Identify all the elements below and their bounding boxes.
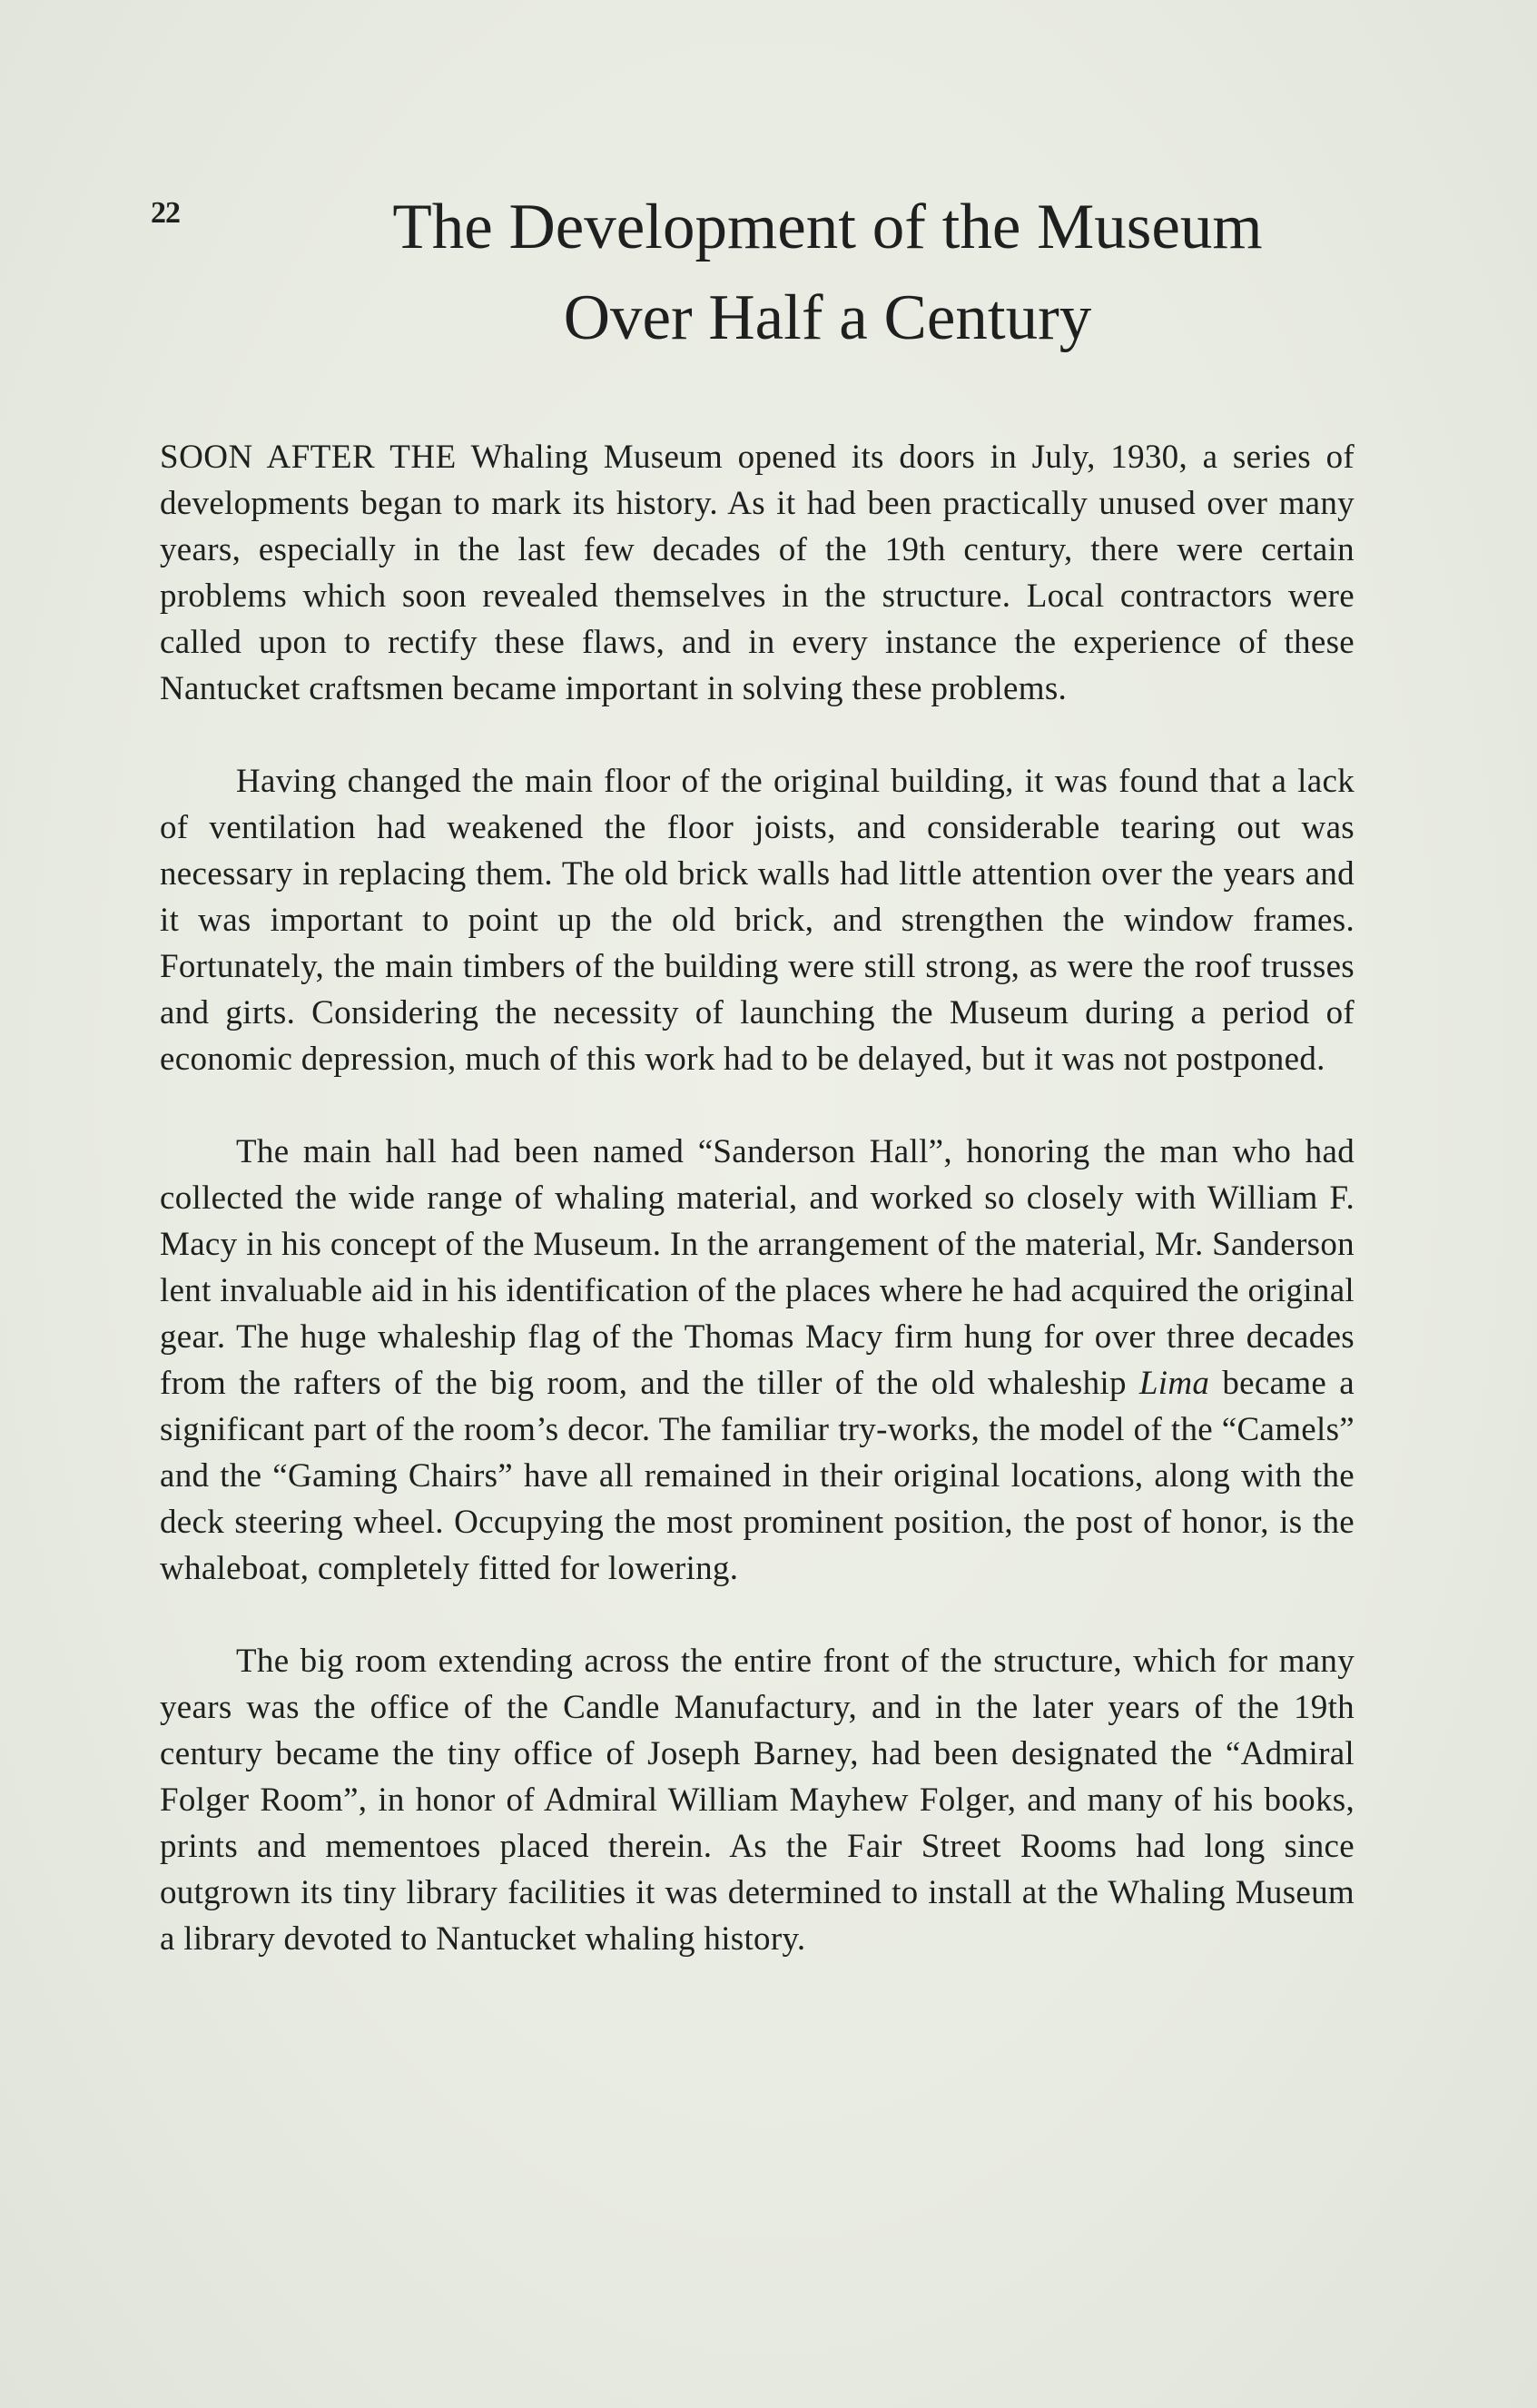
- chapter-title-line-1: The Development of the Museum: [392, 192, 1263, 262]
- paragraph-text: The big room extending across the entire front of the structure, which for many years was the office of the Candle Manufactury, and in the later years of the 19th century became the tiny office of Joseph Barney, had been designated the “Admiral Folger Room”, in honor of Admiral William Mayhew Folger, and many of his books, prints and mementoes placed therein. As the Fair Street Rooms had long since outgrown its tiny library facilities it was determined to install at the Whaling Museum a library devoted to Nantucket whaling history.: [160, 1643, 1355, 1958]
- paragraph-2: [160, 758, 1355, 1082]
- page-number: 22: [151, 196, 180, 230]
- paragraph-text: The main hall had been named “Sanderson Hall”, honoring the man who had collected the wide range of whaling material, and worked so closely with William F. Macy in his concept of the Museum. In the arrangement of the material, Mr. Sanderson lent invaluable aid in his identification of the places where he had acquired the original gear. The huge whaleship flag of the Thomas Macy firm hung for over three decades from the rafters of the big room, and the tiller of the old whaleship: [160, 1133, 1355, 1402]
- paragraph-text: became a significant part of the room’s decor. The familiar try-works, the model of the “Camels” and the “Gaming Chairs” have all remained in their original locations, along with the deck steering wheel. Occupying the most prominent position, the post of honor, is the whaleboat, completely fitted for lowering.: [160, 1365, 1355, 1587]
- paragraph-1: [160, 434, 1355, 712]
- body-text: [160, 434, 1355, 2008]
- chapter-title-line-2: Over Half a Century: [563, 282, 1092, 353]
- paragraph-4: [160, 1638, 1355, 1962]
- paragraph-3: [160, 1129, 1355, 1592]
- paragraph-lead-in: SOON AFTER THE: [160, 439, 457, 476]
- paragraph-text: Having changed the main floor of the original building, it was found that a lack of ventilation had weakened the floor joists, and considerable tearing out was necessary in replacing them. The old brick walls had little attention over the years and it was important to point up the old brick, and strengthen the window frames. Fortunately, the main timbers of the building were still strong, as were the roof trusses and girts. Considering the necessity of launching the Museum during a period of economic depression, much of this work had to be delayed, but it was not postponed.: [160, 763, 1355, 1078]
- paragraph-text: Whaling Museum opened its doors in July, 1930, a series of developments began to mark its history. As it had been practically unused over many years, especially in the last few decades of the 19th century, there were certain problems which soon revealed themselves in the structure. Local contractors were called upon to rectify these flaws, and in every instance the experience of these Nantucket craftsmen became important in solving these problems.: [160, 439, 1355, 707]
- ship-name: Lima: [1138, 1365, 1210, 1402]
